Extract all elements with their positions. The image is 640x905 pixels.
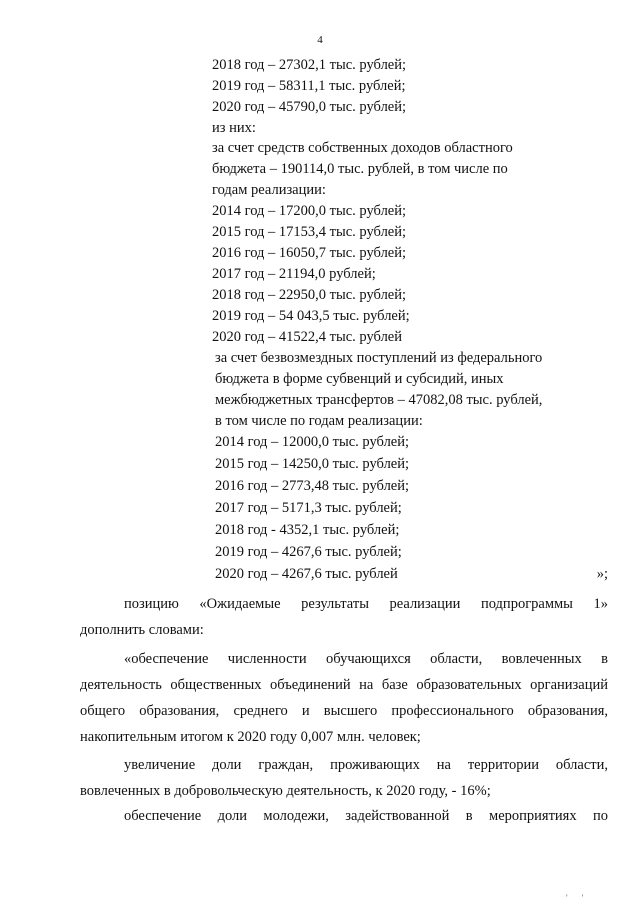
text-line: 2019 год – 58311,1 тыс. рублей; xyxy=(212,78,406,94)
text-line: за счет безвозмездных поступлений из федерального xyxy=(215,350,543,366)
text-line: бюджета – 190114,0 тыс. рублей, в том числе по xyxy=(212,161,508,177)
text-line: 2016 год – 2773,48 тыс. рублей; xyxy=(215,478,410,494)
paragraph-rest: дополнить словами: xyxy=(80,622,204,638)
text-line: 2020 год – 4267,6 тыс. рублей xyxy=(215,566,398,582)
text-line: 2018 год - 4352,1 тыс. рублей; xyxy=(215,522,400,538)
text-line: 2018 год – 27302,1 тыс. рублей; xyxy=(212,57,407,73)
paragraph-first-line: обеспечение доли молодежи, задействованной в мероприятиях по xyxy=(124,808,608,824)
text-line: 2019 год – 54 043,5 тыс. рублей; xyxy=(212,308,410,324)
text-line: за счет средств собственных доходов областного xyxy=(212,140,513,156)
paragraph-position xyxy=(80,591,608,643)
text-line: 2014 год – 17200,0 тыс. рублей; xyxy=(212,203,407,219)
text-line: из них: xyxy=(212,120,256,136)
text-line: 2014 год – 12000,0 тыс. рублей; xyxy=(215,434,410,450)
text-line: годам реализации: xyxy=(212,182,326,198)
text-line: 2020 год – 45790,0 тыс. рублей; xyxy=(212,99,407,115)
page-number: 4 xyxy=(317,34,323,46)
paragraph-first-line: позицию «Ожидаемые результаты реализации подпрограммы 1» xyxy=(124,596,608,612)
text-line: 2018 год – 22950,0 тыс. рублей; xyxy=(212,287,407,303)
text-line: 2017 год – 21194,0 рублей; xyxy=(212,266,376,282)
paragraph-volunteers xyxy=(80,752,608,804)
paragraph-first-line: увеличение доли граждан, проживающих на территории области, xyxy=(124,757,608,773)
text-line: межбюджетных трансфертов – 47082,08 тыс. рублей, xyxy=(215,392,543,408)
paragraph-rest: деятельность общественных объединений на базе образовательных организаций общего образования, среднего и высшего профессионального образования, накопительным итогом к 2020 году 0,007 млн. человек; xyxy=(80,677,608,745)
text-line: 2020 год – 41522,4 тыс. рублей xyxy=(212,329,403,345)
text-line: 2015 год – 17153,4 тыс. рублей; xyxy=(212,224,407,240)
text-line: 2017 год – 5171,3 тыс. рублей; xyxy=(215,500,402,516)
paragraph-rest: вовлеченных в добровольческую деятельность, к 2020 году, - 16%; xyxy=(80,783,491,799)
text-line: 2019 год – 4267,6 тыс. рублей; xyxy=(215,544,402,560)
paragraph-students xyxy=(80,646,608,750)
text-line: 2016 год – 16050,7 тыс. рублей; xyxy=(212,245,407,261)
text-line: в том числе по годам реализации: xyxy=(215,413,423,429)
paragraph-youth xyxy=(80,803,608,829)
footer-mark: ' ' xyxy=(566,893,590,903)
closing-quote: »; xyxy=(596,566,608,582)
paragraph-first-line: «обеспечение численности обучающихся области, вовлеченных в xyxy=(124,651,608,667)
text-line: 2015 год – 14250,0 тыс. рублей; xyxy=(215,456,410,472)
text-line: бюджета в форме субвенций и субсидий, иных xyxy=(215,371,504,387)
